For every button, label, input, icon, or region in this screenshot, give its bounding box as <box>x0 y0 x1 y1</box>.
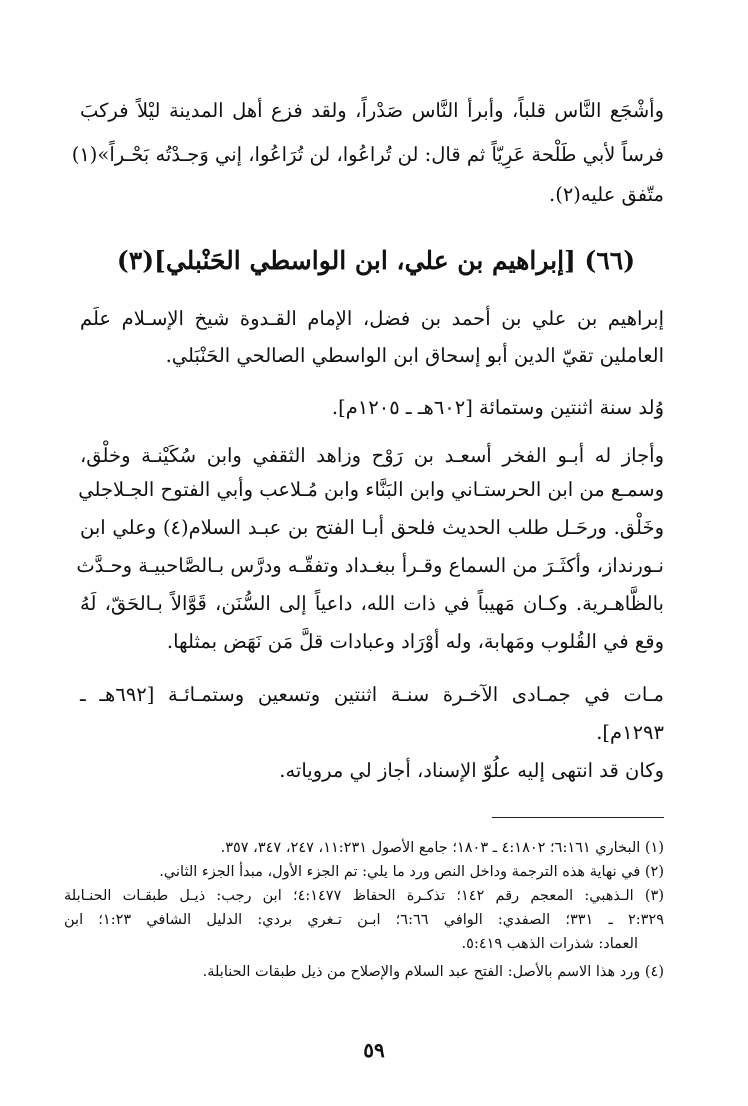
death-line: مـات في جمـادى الآخـرة سنـة اثنتين وتسعين وستمـائـة [٦٩٢هـ ـ <box>80 683 664 706</box>
birth-line: وُلد سنة اثنتين وستمائة [٦٠٢هـ ـ ١٢٠٥م]. <box>331 396 664 419</box>
footnote-line: العماد: شذرات الذهب ٥:٤١٩. <box>461 936 638 952</box>
bio-line: العاملين تقيّ الدين أبو إسحاق ابن الواسطي الصالحي الحَنْبَلي. <box>165 344 664 367</box>
closing-line: وكان قد انتهى إليه علُوّ الإسناد، أجاز لي مروياته. <box>279 759 664 782</box>
ijaza-line: نـورنداز، وأكثَـرَ من السماع وقـرأ ببغـداد وتفقّـه ودرَّس بـالصَّاحبيـة وحـدَّث <box>76 554 664 577</box>
ijaza-line: وقع في القُلوب ومَهابة، وله أوْرَاد وعبادات قلَّ مَن نَهَض بمثلها. <box>166 630 664 653</box>
footnote-line: (٤) ورد هذا الاسم بالأصل: الفتح عبد السلام والإصلاح من ذيل طبقات الحنابلة. <box>202 964 664 980</box>
death-line: ١٢٩٣م]. <box>596 721 664 744</box>
ijaza-line: بالظَّاهـرية. وكـان مَهيباً في ذات الله، داعياً إلى السُّنَن، قَوَّالاً بـالحَقّ، لَهُ <box>80 592 664 615</box>
body-line: وأشْجَع النَّاس قلباً، وأبرأ النَّاس صَدْراً، ولقد فزع أهل المدينة ليْلاً فركبَ <box>80 99 664 122</box>
page-number: ٥٩ <box>363 1038 385 1062</box>
footnote-divider <box>492 817 664 818</box>
ijaza-line: وأجاز له أبـو الفخر أسعـد بن رَوْح وزاهد الثقفي وابن سُكَيْنـة وخلْق، <box>80 444 664 467</box>
entry-heading: (٦٦) [إبراهيم بن علي، ابن الواسطي الحَنْبلي](٣) <box>116 246 636 275</box>
ijaza-line: وخَلْق. ورحَـل طلب الحديث فلحق أبـا الفتح بن عبـد السلام(٤) وعلي ابن <box>80 516 664 539</box>
footnote-line: ٢:٣٢٩ ـ ٣٣١؛ الصفدي: الوافي ٦:٦٦؛ ابـن تـغري بردي: الدليل الشافي ١:٢٣؛ ابن <box>64 912 664 928</box>
body-line: فرساً لأبي طَلْحة عَرِيّاً ثم قال: لن تُراعُوا، لن تُرَاعُوا، إني وَجـدْتُه بَحْـراً»(١) <box>71 143 664 166</box>
bio-line: إبراهيم بن علي بن أحمد بن فضل، الإمام القـدوة شيخ الإسـلام علَم <box>80 307 664 330</box>
ijaza-line: وسمـع من ابن الحرستـاني وابن البَنَّاء وابن مُـلاعب وأبي الفتوح الجـلاجلي <box>78 478 664 501</box>
footnote-line: (١) البخاري ٦:١٦١؛ ٤:١٨٠٢ ـ ١٨٠٣؛ جامع الأصول ١١:٢٣١، ٢٤٧، ٣٤٧، ٣٥٧. <box>220 840 664 856</box>
footnote-line: (٢) في نهاية هذه الترجمة وداخل النص ورد ما يلي: تم الجزء الأول، مبدأ الجزء الثاني. <box>159 864 664 880</box>
footnote-line: (٣) الـذهبي: المعجم رقم ١٤٢؛ تذكـرة الحفاظ ٤:١٤٧٧؛ ابن رجب: ذيـل طبقـات الحنـابلة <box>64 888 664 904</box>
body-line: متّفق عليه(٢). <box>549 183 664 206</box>
